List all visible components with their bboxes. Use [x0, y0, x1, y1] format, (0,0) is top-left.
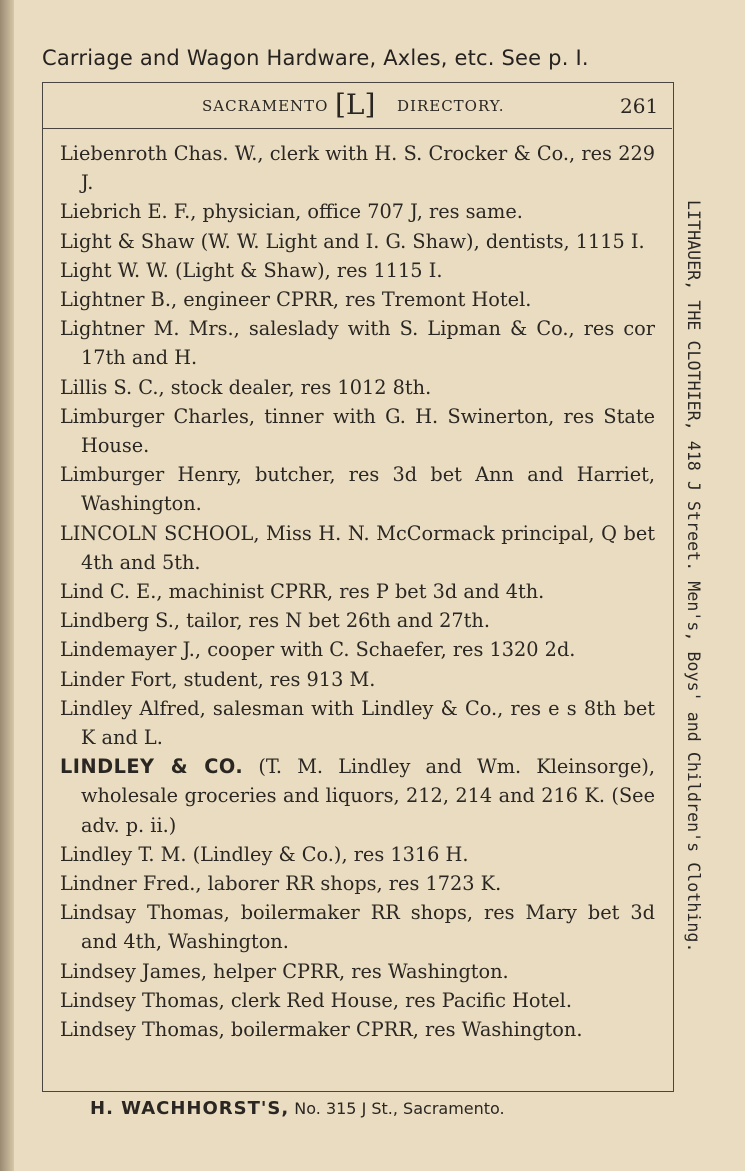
- directory-entry: [60, 898, 655, 956]
- directory-entry: [60, 256, 655, 285]
- entry-text: saleslady with S. Lipman & Co., res cor 17th and H.: [81, 317, 655, 370]
- directory-entry: [60, 139, 655, 197]
- entry-text: Miss H. N. McCormack principal, Q bet 4th and 5th.: [81, 521, 655, 574]
- directory-entry: [60, 986, 655, 1015]
- directory-entry: [60, 1015, 655, 1044]
- entry-name: Lind C. E.,: [60, 580, 163, 604]
- book-spine-shadow: [0, 0, 14, 1171]
- entry-text: (Light & Shaw), res 1115 I.: [168, 258, 443, 282]
- header-city: SACRAMENTO: [202, 97, 329, 115]
- entry-name: Linder Fort,: [60, 667, 178, 691]
- directory-entry: [60, 285, 655, 314]
- entry-name: Limburger Henry,: [60, 463, 242, 487]
- directory-entry: [60, 635, 655, 664]
- entry-text: stock dealer, res 1012 8th.: [164, 375, 432, 399]
- page-number: 261: [620, 94, 659, 118]
- entry-text: (T. M. Lindley and Wm. Kleinsorge), wholesale groceries and liquors, 212, 214 and 216 K. (See adv. p. ii.): [81, 755, 656, 837]
- entry-text: helper CPRR, res Washington.: [207, 959, 509, 983]
- entry-text: (W. W. Light and I. G. Shaw), dentists, 1115 I.: [194, 229, 645, 253]
- entry-name: Lindemayer J.,: [60, 638, 202, 662]
- entry-name: Light & Shaw: [60, 229, 195, 253]
- entry-text: (Lindley & Co.), res 1316 H.: [186, 842, 469, 866]
- entry-name: LINCOLN SCHOOL,: [60, 521, 260, 545]
- entry-name: Lindsey James,: [60, 959, 208, 983]
- directory-entry: [60, 373, 655, 402]
- entry-text: boilermaker RR shops, res Mary bet 3d and 4th, Washington.: [81, 901, 655, 954]
- side-advertisement: [673, 200, 713, 970]
- entry-text: tinner with G. H. Swinerton, res State House.: [81, 404, 655, 458]
- running-header: [42, 88, 672, 129]
- directory-entry: [60, 577, 655, 606]
- entry-name: Lightner M. Mrs.,: [60, 317, 240, 341]
- entry-name: Liebrich E. F.,: [60, 200, 197, 224]
- entry-text: laborer RR shops, res 1723 K.: [201, 872, 502, 896]
- entry-name: Lightner B.,: [60, 288, 178, 312]
- side-advertisement-text: LITHAUER, THE CLOTHIER, 418 J Street. Men's, Boys' and Children's Clothing.: [684, 200, 703, 953]
- bottom-ad-firm: H. WACHHORST'S,: [90, 1098, 290, 1119]
- directory-entry: [60, 227, 655, 256]
- entry-text: salesman with Lindley & Co., res e s 8th bet K and L.: [81, 696, 655, 750]
- bottom-ad-address: No. 315 J St., Sacramento.: [289, 1099, 505, 1118]
- entry-text: physician, office 707 J, res same.: [196, 200, 523, 224]
- top-advertisement: Carriage and Wagon Hardware, Axles, etc. See p. I.: [42, 46, 589, 70]
- bottom-advertisement: [90, 1098, 650, 1119]
- entry-name: Lindberg S.,: [60, 609, 180, 633]
- entry-name: Lindley Alfred,: [60, 696, 206, 720]
- entry-text: clerk with H. S. Crocker & Co., res 229 J.: [81, 142, 655, 195]
- directory-entries: [60, 139, 655, 1044]
- directory-entry: [60, 957, 655, 986]
- directory-entry: [60, 606, 655, 635]
- entry-name: LINDLEY & CO.: [60, 755, 244, 779]
- entry-text: machinist CPRR, res P bet 3d and 4th.: [162, 580, 545, 604]
- directory-entry: [60, 197, 655, 226]
- entry-text: boilermaker CPRR, res Washington.: [224, 1018, 583, 1042]
- directory-entry: [60, 460, 655, 518]
- entry-text: butcher, res 3d bet Ann and Harriet, Washington.: [81, 463, 655, 516]
- entry-text: clerk Red House, res Pacific Hotel.: [224, 988, 572, 1012]
- header-directory: DIRECTORY.: [397, 97, 505, 115]
- directory-entry-featured: [60, 752, 655, 840]
- directory-entry: [60, 519, 655, 577]
- entry-name: Liebenroth Chas. W.,: [60, 142, 264, 165]
- directory-entry: [60, 665, 655, 694]
- entry-name: Lindsay Thomas,: [60, 901, 230, 925]
- entry-text: cooper with C. Schaefer, res 1320 2d.: [201, 638, 576, 662]
- entry-name: Lillis S. C.,: [60, 375, 165, 399]
- entry-text: engineer CPRR, res Tremont Hotel.: [177, 288, 532, 312]
- entry-text: tailor, res N bet 26th and 27th.: [179, 609, 490, 633]
- directory-entry: [60, 314, 655, 372]
- header-letter: [L]: [335, 88, 376, 121]
- entry-name: Lindsey Thomas,: [60, 988, 225, 1012]
- entry-name: Lindner Fred.,: [60, 872, 202, 896]
- directory-entry: [60, 694, 655, 752]
- entry-name: Lindsey Thomas,: [60, 1018, 225, 1042]
- entry-text: student, res 913 M.: [177, 667, 376, 691]
- entry-name: Limburger Charles,: [60, 404, 255, 428]
- directory-entry: [60, 402, 655, 460]
- directory-entry: [60, 840, 655, 869]
- entry-name: Lindley T. M.: [60, 842, 187, 866]
- directory-entry: [60, 869, 655, 898]
- entry-name: Light W. W.: [60, 258, 169, 282]
